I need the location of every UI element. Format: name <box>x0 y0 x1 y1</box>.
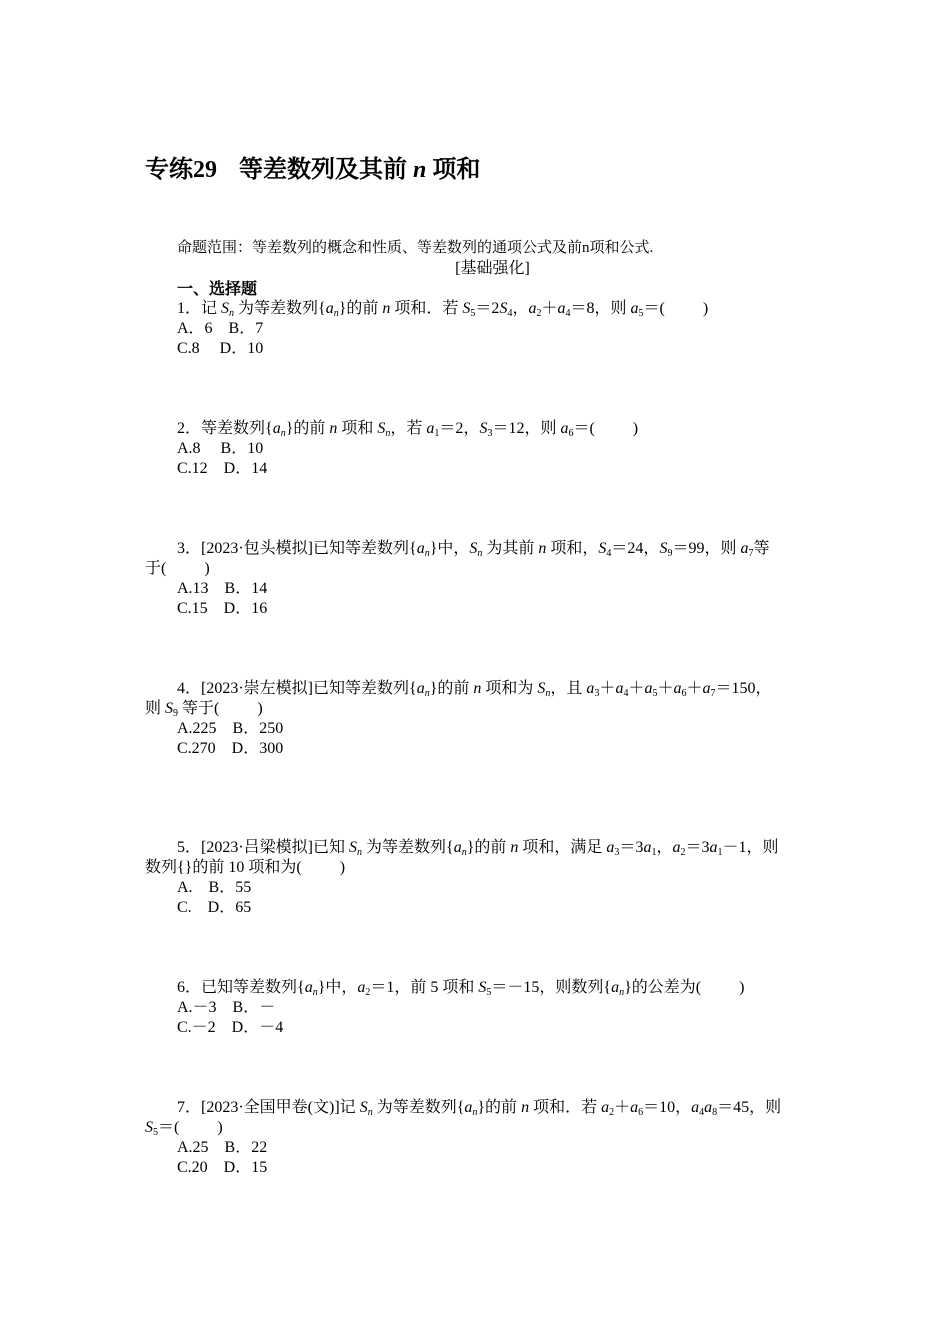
options-row-2: C.－2 D．－4 <box>177 1019 284 1036</box>
options-row-2: C.270 D．300 <box>177 740 284 757</box>
question-stem: 3．[2023·包头模拟]已知等差数列$\{a_n\}$中，$S_n$ 为其前 n 项和，$S_4=24$，$S_9=99$，则 $a_7$等 <box>177 540 770 559</box>
options-row-1: A.－3 B．－ <box>177 999 276 1016</box>
question-4: 4．[2023·崇左模拟]已知等差数列$\{a_n\}$的前 n 项和为 $S_n$，且 $a_3+a_4+a_5+a_6+a_7=150$， 则 $S_9$ 等于( ) A.225 B．250 C.270 D．300 <box>145 679 815 759</box>
question-stem: 2．等差数列$\{a_n\}$的前 n 项和 $S_n$，若 $a_1=2$，$S_3=12$，则 $a_6=$( ) <box>177 420 639 439</box>
question-stem: 1．记 $S_n$ 为等差数列$\{a_n\}$的前 n 项和．若 $S_5=2S_4$，$a_2+a_4=8$，则 $a_5=$( ) <box>177 300 709 319</box>
title-main: 等差数列及其前 <box>239 157 407 183</box>
options-row-1: A.8 B．10 <box>177 440 264 457</box>
question-3: 3．[2023·包头模拟]已知等差数列$\{a_n\}$中，$S_n$ 为其前 n 项和，$S_4=24$，$S_9=99$，则 $a_7$等 于( ) A.13 B．14 C.15 D．16 <box>145 539 815 619</box>
question-7: 7．[2023·全国甲卷(文)]记 $S_n$ 为等差数列$\{a_n\}$的前 n 项和．若 $a_2+a_6=10$，$a_4a_8=45$，则 $S_5=$( ) A.25 B．22 C.20 D．15 <box>145 1098 815 1178</box>
question-2 <box>145 419 815 479</box>
options-row-2: C.20 D．15 <box>177 1159 268 1176</box>
section-heading: 一、选择题 <box>177 281 258 298</box>
options-row-2: C.12 D．14 <box>177 460 268 477</box>
question-5: 5．[2023·吕梁模拟]已知 $S_n$ 为等差数列$\{a_n\}$的前 n 项和，满足 $a_3=3a_1$，$a_2=3a_1-1$，则 数列{}的前 10 项和为( ) A. B．55 C. D．65 <box>145 838 815 918</box>
options-row-1: A.225 B．250 <box>177 720 284 737</box>
options-row-1: A.13 B．14 <box>177 580 268 597</box>
title-n: n <box>413 157 427 183</box>
title-prefix: 专练29 <box>145 157 217 183</box>
title-suffix: 项和 <box>432 157 481 183</box>
question-stem: 4．[2023·崇左模拟]已知等差数列$\{a_n\}$的前 n 项和为 $S_n$，且 $a_3+a_4+a_5+a_6+a_7=150$， <box>177 680 772 699</box>
level-label: [基础强化] <box>455 260 530 277</box>
question-stem: 5．[2023·吕梁模拟]已知 $S_n$ 为等差数列$\{a_n\}$的前 n 项和，满足 $a_3=3a_1$，$a_2=3a_1-1$，则 <box>177 839 779 858</box>
scope-text: 命题范围：等差数列的概念和性质、等差数列的通项公式及前n项和公式. <box>177 240 654 256</box>
options-row-2: C.15 D．16 <box>177 600 268 617</box>
options-row-1: A. B．55 <box>177 879 252 896</box>
options-row-2: C.8 D．10 <box>177 340 264 357</box>
question-6 <box>145 978 815 1038</box>
options-row-1: A．6 B．7 <box>177 320 264 337</box>
question-stem: 6．已知等差数列$\{a_n\}$中，$a_2=1$，前 5 项和 $S_5=-15$，则数列$\{a_n\}$的公差为( ) <box>177 979 745 998</box>
options-row-1: A.25 B．22 <box>177 1139 268 1156</box>
question-stem: 7．[2023·全国甲卷(文)]记 $S_n$ 为等差数列$\{a_n\}$的前 n 项和．若 $a_2+a_6=10$，$a_4a_8=45$，则 <box>177 1099 782 1118</box>
question-1 <box>145 299 815 359</box>
options-row-2: C. D．65 <box>177 899 252 916</box>
page-title <box>145 152 480 188</box>
